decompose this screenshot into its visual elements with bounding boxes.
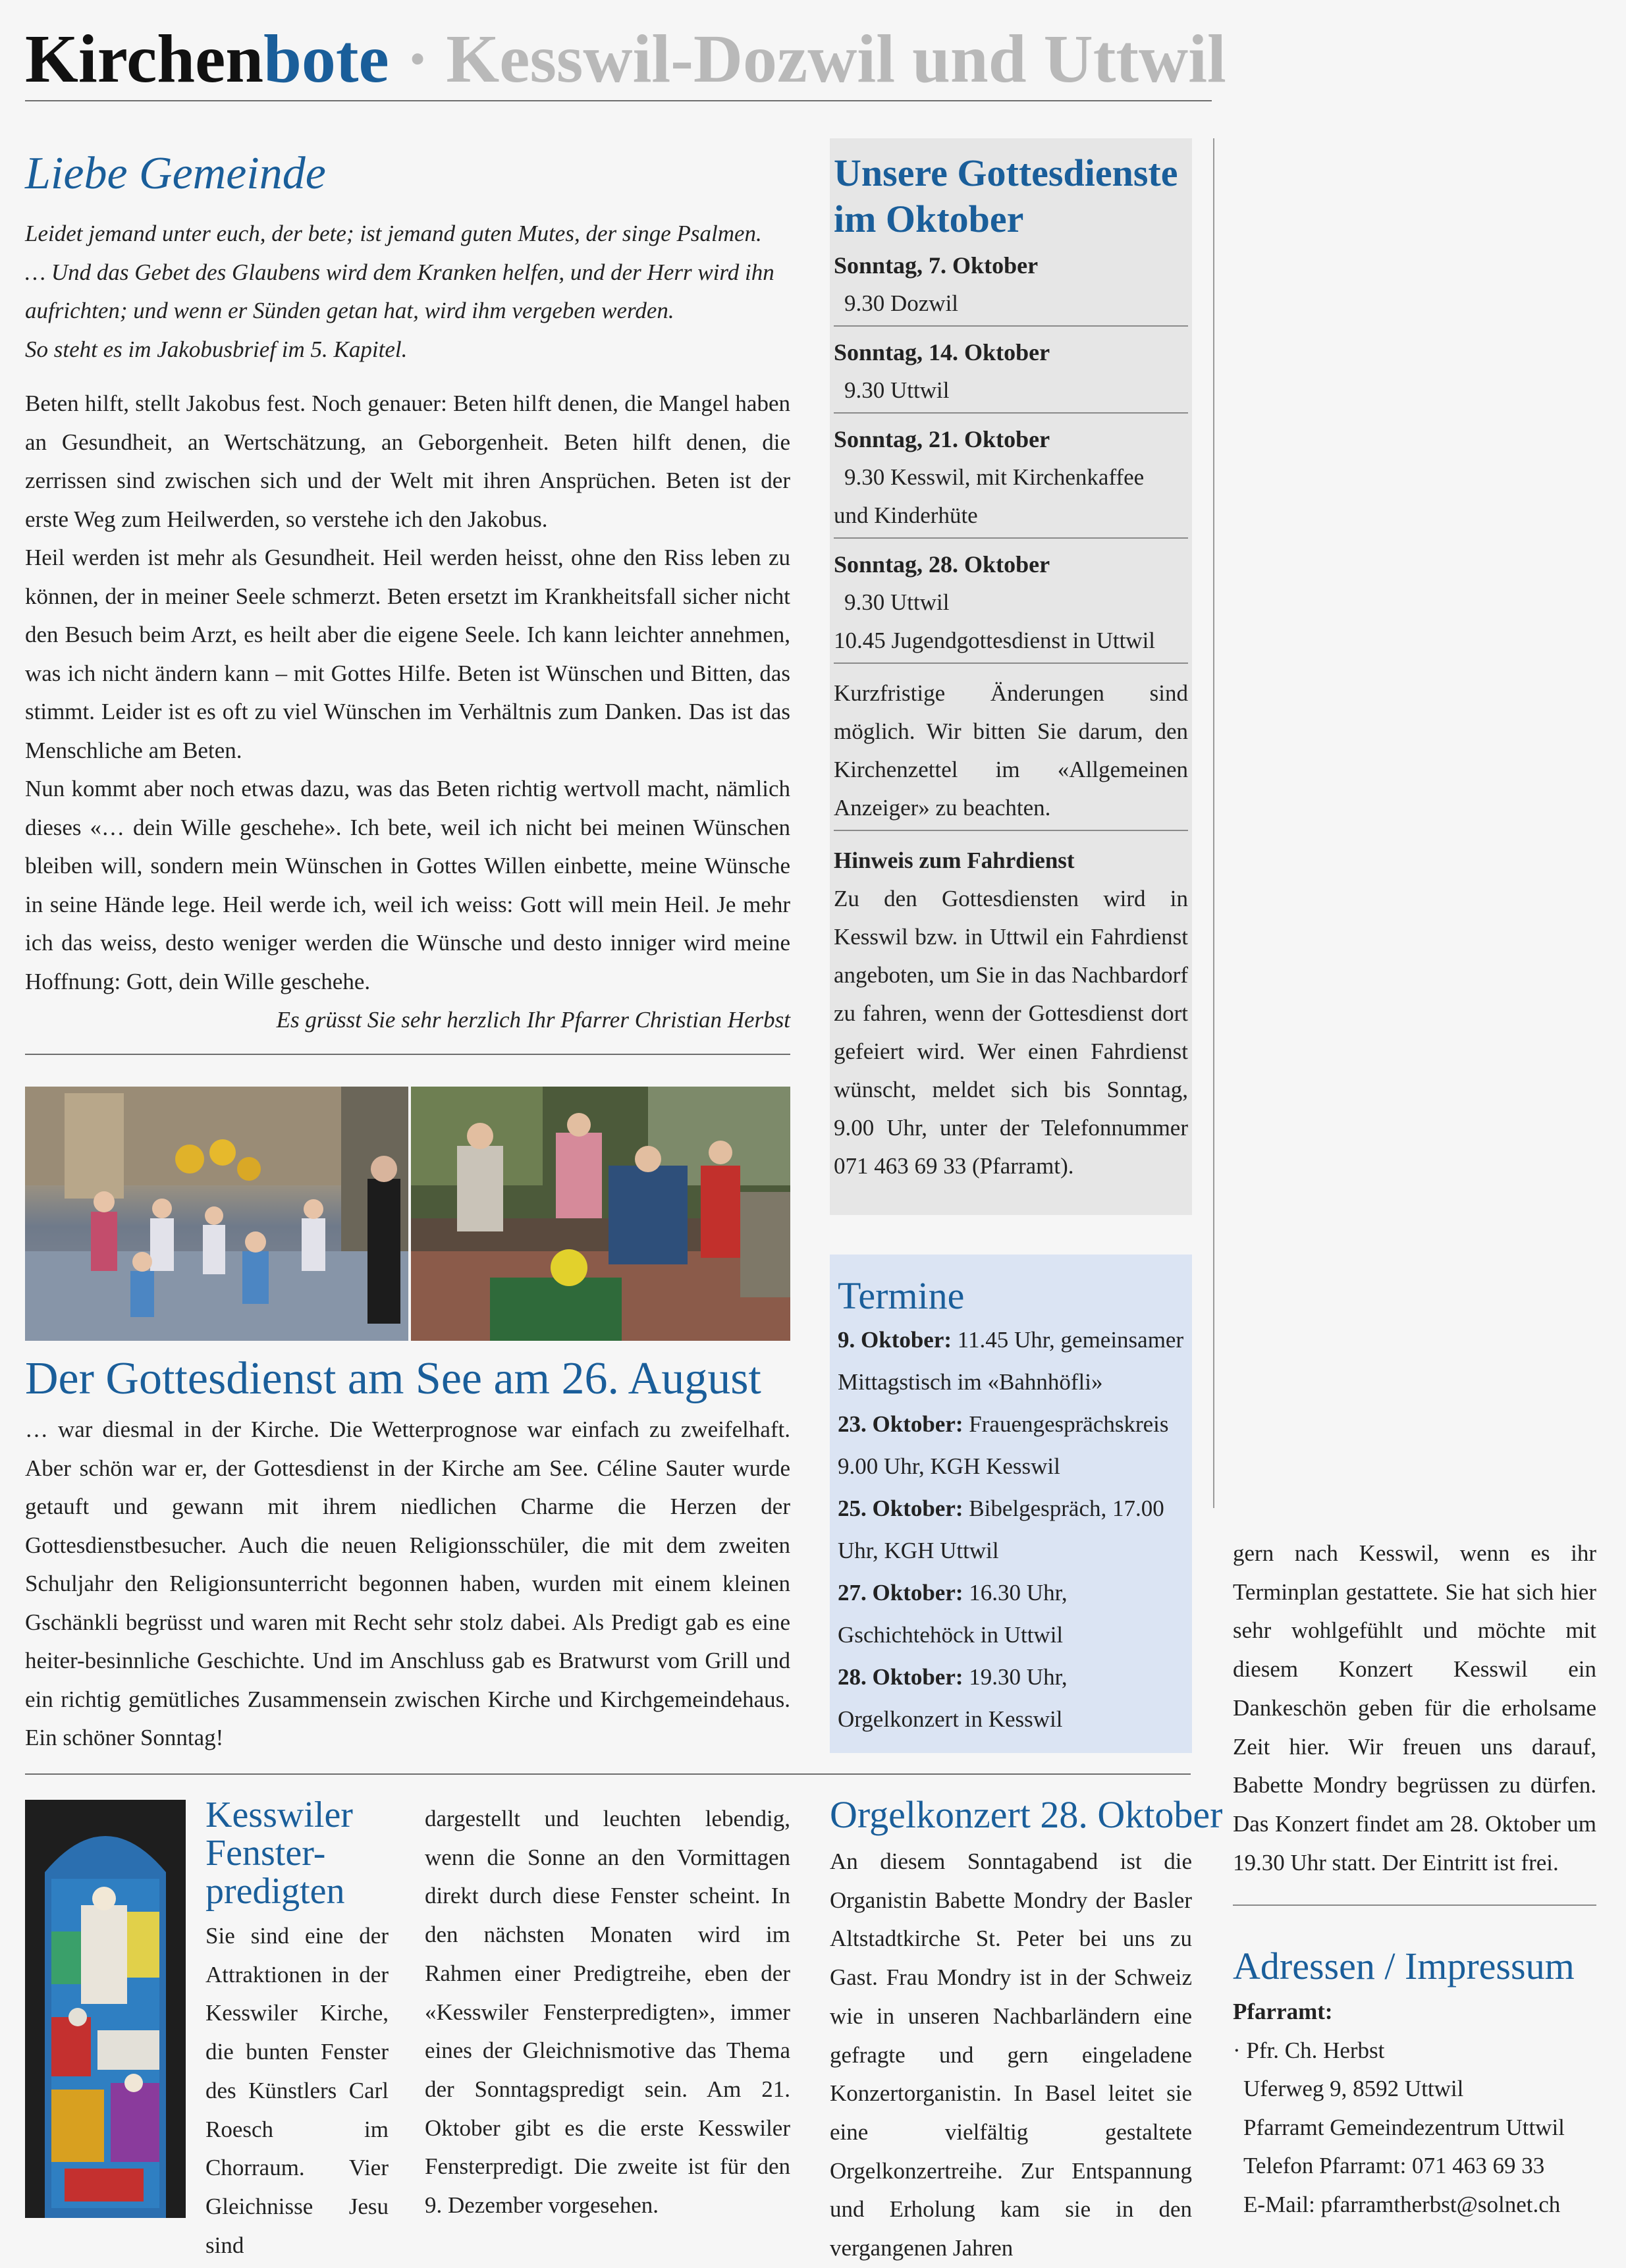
services-title [834,150,1188,242]
masthead [25,20,1226,98]
photo-church-children [25,1087,408,1341]
section-rule [1233,1904,1596,1906]
quote-line: So steht es im Jakobusbrief im 5. Kapitel. [25,336,408,362]
quote-line: … Und das Gebet des Glaubens wird dem Kranken helfen, und der Herr wird ihn [25,259,774,285]
fenster-text-column-2: dargestellt und leuchten lebendig, wenn die Sonne an den Vormittagen direkt durch diese Fenster scheint. In den nächsten Monaten wird im Rahmen einer Predigtreihe, eben der «Kesswiler Fensterpredigten», immer eines der Gleichnismotive das Thema der Sonntagspredigt sein. Am 21. Oktober gibt es die erste Kesswiler Fensterpredigt. Die zweite ist für den 9. Dezember vorgesehen. [425,1806,790,2219]
services-title-line: im Oktober [834,198,1024,240]
services-note: Kurzfristige Änderungen sind möglich. Wir bitten Sie darum, den Kirchenzettel im «Allgemeinen Anzeiger» zu beachten. [834,674,1188,831]
masthead-bote: bote [263,21,389,97]
see-service-text: … war diesmal in der Kirche. Die Wetterprognose war einfach zu zweifelhaft. Aber schön war er, der Gottesdienst in der Kirche am See. Céline Sauter wurde getauft und gewann mit ihrem niedlichen Charme die Herzen der Gottesdienstbesucher. Auch die neuen Religionsschüler, die mit dem zweiten Schuljahr den Religionsunterricht begonnen haben, wurden mit einem kleinen Gschänkli begrüsst und waren mit Recht sehr stolz dabei. Als Predigt gab es eine heiter-besinnliche Geschichte. Und im Anschluss gab es Bratwurst vom Grill und ein richtig gemütliches Zusammensein zwischen Kirche und Kirchgemeindehaus. Ein schöner Sonntag! [25,1417,790,1750]
stained-glass-window-image [25,1800,186,2218]
termin-text: Frauengesprächskreis 9.00 Uhr, KGH Kesswil [838,1411,1169,1479]
section-rule [25,1773,1191,1775]
service-item [834,333,1188,414]
greeting-article [25,146,790,1040]
service-line: und Kinderhüte [834,502,978,528]
termin-date: 23. Oktober: [838,1411,963,1437]
impressum-line: Telefon Pfarramt: 071 463 69 33 [1243,2153,1545,2178]
termin-text: 19.30 Uhr, Orgelkonzert in Kesswil [838,1664,1068,1732]
service-item [834,420,1188,539]
service-date: Sonntag, 21. Oktober [834,426,1050,452]
termin-item [838,1656,1184,1741]
termin-date: 27. Oktober: [838,1580,963,1606]
impressum-title: Adressen / Impressum [1233,1945,1575,1987]
service-item [834,246,1188,327]
see-service-title: Der Gottesdienst am See am 26. August [25,1353,761,1404]
transport-text: Zu den Gottesdiensten wird in Kesswil bzw. in Uttwil ein Fahrdienst angeboten, um Sie in das Nachbardorf zu fahren, wenn der Gottesdienst dort gefeiert wird. Wer einen Fahrdienst wünscht, meldet sich bis Sonntag, 9.00 Uhr, unter der Telefonnummer 071 463 69 33 (Pfarramt). [834,886,1188,1179]
termin-item [838,1403,1184,1488]
section-rule [25,1054,790,1055]
fenster-article [205,1796,389,2265]
termin-text: 11.45 Uhr, gemeinsamer Mittagstisch im «Bahnhöfli» [838,1327,1184,1395]
photo-outdoor-children [411,1087,790,1341]
termine-title: Termine [838,1274,965,1317]
service-line: 9.30 Uttwil [844,589,950,615]
greeting-paragraph: Nun kommt aber noch etwas dazu, was das Beten richtig wertvoll macht, nämlich dieses «… dein Wille geschehe». Ich bete, weil ich nicht bei meinen Wünschen bleiben will, sondern mein Wünschen in Gottes Willen einbette, meine Wünsche in seine Hände lege. Heil werde ich, weil ich weiss: Gott will mein Heil. Je mehr ich das weiss, desto weniger werden die Wünsche und desto inniger wird meine Hoffnung: Gott, dein Wille geschehe. [25,776,790,994]
service-line: 9.30 Dozwil [844,290,959,316]
orgel-text-continued: gern nach Kesswil, wenn es ihr Terminplan gestattete. Sie hat sich hier sehr wohlgefühlt und möchte mit diesem Konzert Kesswil ein Dankeschön geben für die erholsame Zeit hier. Wir freuen uns darauf, Babette Mondry begrüssen zu dürfen. Das Konzert findet am 28. Oktober um 19.30 Uhr statt. Der Eintritt ist frei. [1233,1540,1596,1876]
impressum-line: Pfarramt Gemeindezentrum Uttwil [1243,2114,1565,2140]
impressum [1233,1943,1615,2224]
quote-line: Leidet jemand unter euch, der bete; ist jemand guten Mutes, der singe Psalmen. [25,221,762,246]
orgel-article [830,1790,1223,2268]
impressum-label: Pfarramt: [1233,1999,1333,2024]
masthead-kirchen: Kirchen [25,21,264,97]
column-divider [1213,138,1214,1508]
fenster-title [205,1796,389,1910]
fenster-title-line: predigten [205,1871,345,1912]
quote-line: aufrichten; und wenn er Sünden getan hat, wird ihm vergeben werden. [25,298,674,323]
services-title-line: Unsere Gottesdienste [834,151,1178,194]
termin-item [838,1319,1184,1403]
termin-date: 25. Oktober: [838,1496,963,1521]
fenster-title-line: Kesswiler [205,1795,353,1835]
termin-text: Bibelgespräch, 17.00 Uhr, KGH Uttwil [838,1496,1164,1563]
impressum-line: Uferweg 9, 8592 Uttwil [1243,2076,1464,2101]
greeting-title: Liebe Gemeinde [25,148,326,199]
greeting-signature: Es grüsst Sie sehr herzlich Ihr Pfarrer Christian Herbst [276,1007,790,1033]
service-line: 10.45 Jugendgottesdienst in Uttwil [834,628,1156,653]
termin-item [838,1488,1184,1572]
service-item [834,545,1188,664]
termin-text: 16.30 Uhr, Gschichtehöck in Uttwil [838,1580,1068,1648]
service-date: Sonntag, 14. Oktober [834,339,1050,365]
fenster-text: Sie sind eine der Attraktionen in der Kesswiler Kirche, die bunten Fenster des Künstlers Carl Roesch im Chorraum. Vier Gleichnisse Jesu sind [205,1923,389,2258]
masthead-subtitle: · Kesswil-Dozwil und Uttwil [389,21,1226,97]
service-date: Sonntag, 28. Oktober [834,551,1050,578]
termin-date: 9. Oktober: [838,1327,952,1353]
orgel-title: Orgelkonzert 28. Oktober [830,1793,1223,1836]
service-date: Sonntag, 7. Oktober [834,252,1039,279]
orgel-text: An diesem Sonntagabend ist die Organistin Babette Mondry der Basler Altstadtkirche St. Peter bei uns zu Gast. Frau Mondry ist in der Schweiz wie in unseren Nachbarländern eine gefragte und gern eingeladene Konzertorganistin. In Basel leitet sie eine vielfältig gestaltete Orgelkonzertreihe. Zur Entspannung und Erholung kam sie in den vergangenen Jahren [830,1849,1192,2261]
impressum-line: · Pfr. Ch. Herbst [1233,2037,1385,2063]
greeting-paragraph: Beten hilft, stellt Jakobus fest. Noch genauer: Beten hilft denen, die Mangel haben an Gesundheit, an Wertschätzung, an Geborgenheit. Beten hilft denen, die zerrissen sind zwischen sich und der Welt mit ihren Ansprüchen. Beten ist der erste Weg zum Heilwerden, so verstehe ich den Jakobus. [25,391,790,532]
service-line: 9.30 Uttwil [844,377,950,403]
services-box [830,138,1192,1215]
greeting-quote [25,215,790,369]
greeting-paragraph: Heil werden ist mehr als Gesundheit. Heil werden heisst, ohne den Riss leben zu können, der in meiner Seele schmerzt. Beten ersetzt im Krankheitsfall sicher nicht den Besuch beim Arzt, es heilt aber die eigene Seele. Ich kann leichter annehmen, was ich nicht ändern kann – mit Gottes Hilfe. Beten ist Wünschen und Bitten, das stimmt. Leider ist es oft zu viel Wünschen im Verhältnis zum Danken. Das ist das Menschliche am Beten. [25,545,790,763]
see-service-article [25,1349,790,1758]
termin-item [838,1572,1184,1656]
transport-title: Hinweis zum Fahrdienst [834,848,1075,873]
service-line: 9.30 Kesswil, mit Kirchenkaffee [844,464,1145,490]
termin-date: 28. Oktober: [838,1664,963,1690]
termine-box [830,1255,1192,1753]
fenster-title-line: Fenster- [205,1833,326,1874]
masthead-rule [25,100,1212,101]
impressum-email[interactable]: E-Mail: pfarramtherbst@solnet.ch [1243,2191,1561,2217]
